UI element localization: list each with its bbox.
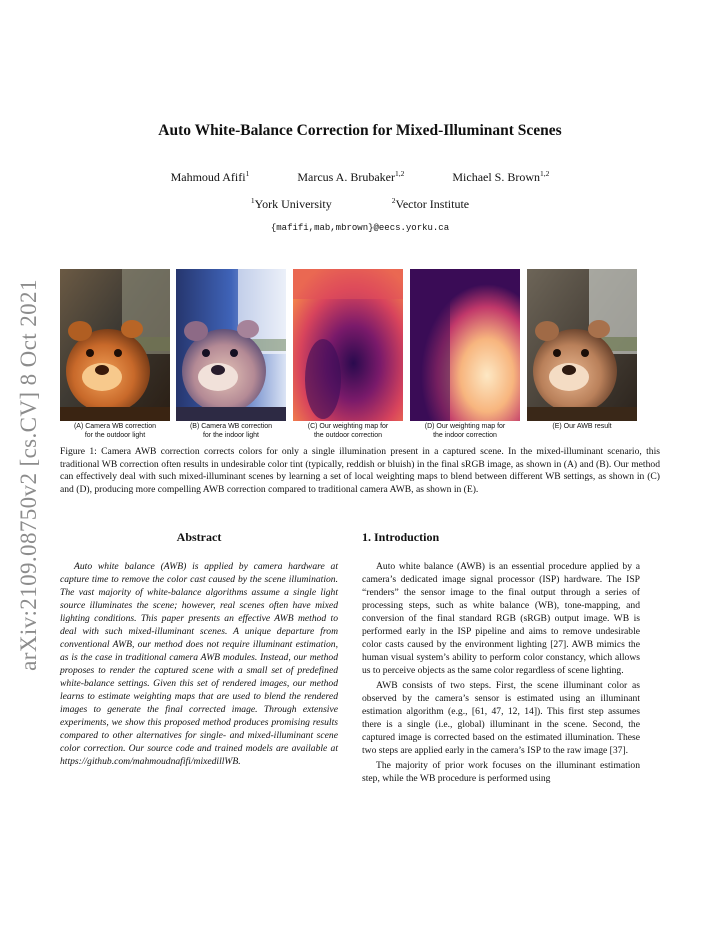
paper-title: Auto White-Balance Correction for Mixed-Illuminant Scenes <box>158 122 562 139</box>
figure-1-images <box>60 269 650 421</box>
figure-panel-a-image <box>60 269 170 421</box>
affiliation: $^1$York University <box>250 196 332 211</box>
introduction-section <box>362 530 640 788</box>
figure-panel-c-image <box>293 269 403 421</box>
figure-panel-a-caption: (A) Camera WB correction for the outdoor light <box>73 423 157 440</box>
introduction-heading: 1. Introduction <box>362 530 440 544</box>
arxiv-stamp: arXiv:2109.08750v2 [cs.CV] 8 Oct 2021 <box>16 279 41 671</box>
author: Michael S. Brown$^{1,2}$ <box>452 169 550 184</box>
abstract-text: Auto white balance (AWB) is applied by camera hardware at capture time to remove the color cast caused by the scene illumination. The vast majority of white-balance algorithms assume a single light source illuminates the scene; however, real scenes often have mixed lighting conditions. This paper presents an effective AWB method to deal with such mixed-illuminant scenes. A unique departure from conventional AWB, our method does not require illuminant estimation, as is the case in traditional camera AWB modules. Instead, our method proposes to render the captured scene with a small set of predefined white-balance settings. Given this set of rendered images, our method learns to estimate weighting maps that are used to blend the rendered images to generate the final corrected image. Through extensive experiments, we show this proposed method produces promising results compared to other alternatives for single- and mixed-illuminant scene color correction. Our source code and trained models are available at https://github.com/mahmoudnafifi/mixedillWB. <box>60 561 338 767</box>
affiliation-list <box>60 197 660 212</box>
author-email: {mafifi,mab,mbrown}@eecs.yorku.ca <box>270 223 450 233</box>
figure-panel-e-image <box>527 269 637 421</box>
author: Marcus A. Brubaker$^{1,2}$ <box>297 169 405 184</box>
figure-panel-b-image <box>176 269 286 421</box>
affiliation: $^2$Vector Institute <box>391 196 470 211</box>
figure-panel-d-caption: (D) Our weighting map for the indoor correction <box>424 423 506 440</box>
introduction-paragraph: Auto white balance (AWB) is an essential procedure applied by a camera’s dedicated image signal processor (ISP) hardware. The ISP “renders” the sensor image to the final output through a series of processing steps, such as white balance (WB), tone-mapping, and conversion of the final standard RGB (sRGB) output image. WB is performed early in the ISP pipeline and aims to remove undesirable color casts caused by the environment lighting [27]. AWB mimics the human visual system’s ability to perform color constancy, which allows us to perceive objects as the same color regardless of scene lighting. <box>362 561 640 676</box>
figure-panel-c-caption: (C) Our weighting map for the outdoor correction <box>307 423 389 440</box>
figure-panel-d-image <box>410 269 520 421</box>
figure-panel-b-caption: (B) Camera WB correction for the indoor light <box>189 423 273 440</box>
figure-1-caption: Figure 1: Camera AWB correction corrects colors for only a single illumination present in a captured scene. In the mixed-illuminant scenario, this traditional WB correction often results in undesirable color tint (typically, reddish or bluish) in the final sRGB image, as shown in (A) and (B). Our method can effectively deal with such mixed-illuminant scenes by learning a set of local weighting maps to blend between different WB settings, as shown in (C) and (D), producing more compelling AWB correction compared to traditional camera AWB, as shown in (E). <box>60 446 660 495</box>
figure-panel-e-caption: (E) Our AWB result <box>552 423 612 430</box>
author-list <box>60 170 660 185</box>
abstract-heading: Abstract <box>176 530 222 544</box>
introduction-paragraph: The majority of prior work focuses on the illuminant estimation step, while the WB procedure is performed using <box>362 759 640 784</box>
abstract-section <box>60 530 338 769</box>
introduction-paragraph: AWB consists of two steps. First, the scene illuminant color as observed by the camera’s sensor is estimated using an illuminant estimation algorithm (e.g., [61, 47, 12, 14]). This first step assumes there is a single (i.e., global) illuminant in the scene. Second, the captured image is corrected based on the estimated illumination. These two steps are applied early in the camera’s ISP to the raw image [37]. <box>362 679 640 756</box>
author: Mahmoud Afifi$^1$ <box>170 169 250 184</box>
